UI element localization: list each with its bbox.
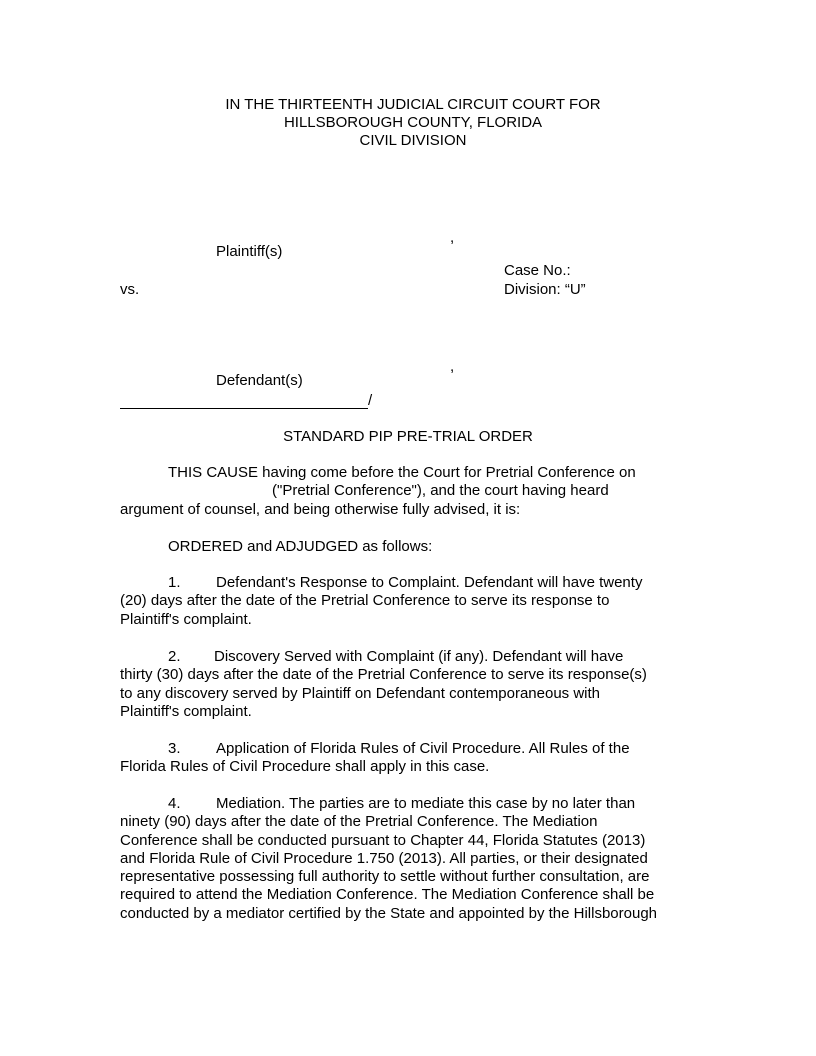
- item-line: Mediation. The parties are to mediate this case by no later than: [216, 795, 636, 812]
- item-line: (20) days after the date of the Pretrial Conference to serve its response to: [120, 592, 610, 610]
- order-item-2: [120, 648, 700, 721]
- order-item-1: [120, 574, 700, 629]
- intro-line: argument of counsel, and being otherwise fully advised, it is:: [120, 500, 521, 518]
- caption-signature-rule: [120, 408, 368, 409]
- intro-line: ("Pretrial Conference"), and the court having heard: [272, 482, 609, 500]
- item-line: conducted by a mediator certified by the State and appointed by the Hillsborough: [120, 904, 658, 922]
- item-line: thirty (30) days after the date of the Pretrial Conference to serve its response(s): [120, 666, 647, 684]
- caption-slash: /: [368, 392, 373, 409]
- intro-line: THIS CAUSE having come before the Court for Pretrial Conference on: [168, 464, 636, 481]
- item-line: Florida Rules of Civil Procedure shall apply in this case.: [120, 758, 490, 776]
- division-label: Division: “U”: [504, 281, 586, 298]
- item-line: Defendant's Response to Complaint. Defendant will have twenty: [216, 574, 643, 591]
- item-line: required to attend the Mediation Conference. The Mediation Conference shall be: [120, 886, 655, 904]
- item-number: 1.: [168, 574, 181, 591]
- item-line: Conference shall be conducted pursuant to Chapter 44, Florida Statutes (2013): [120, 831, 646, 849]
- court-line-1: IN THE THIRTEENTH JUDICIAL CIRCUIT COURT FOR: [225, 96, 601, 113]
- item-line: Plaintiff's complaint.: [120, 702, 252, 720]
- item-number: 4.: [168, 795, 181, 812]
- versus-label: vs.: [120, 281, 140, 298]
- document-title: STANDARD PIP PRE-TRIAL ORDER: [283, 428, 533, 445]
- item-line: Discovery Served with Complaint (if any). Defendant will have: [214, 648, 624, 665]
- item-line: to any discovery served by Plaintiff on Defendant contemporaneous with: [120, 684, 600, 702]
- item-line: Application of Florida Rules of Civil Procedure. All Rules of the: [216, 740, 630, 757]
- ordered-paragraph: [120, 538, 700, 556]
- item-number: 2.: [168, 648, 181, 665]
- intro-paragraph: [120, 464, 700, 519]
- order-item-3: [120, 740, 700, 777]
- item-line: and Florida Rule of Civil Procedure 1.750 (2013). All parties, or their designated: [120, 849, 648, 867]
- ordered-line: ORDERED and ADJUDGED as follows:: [168, 538, 433, 555]
- item-line: representative possessing full authority to settle without further consultation, are: [120, 868, 650, 886]
- case-number-label: Case No.:: [504, 262, 571, 279]
- item-line: ninety (90) days after the date of the Pretrial Conference. The Mediation: [120, 813, 598, 831]
- order-item-4: [120, 795, 700, 923]
- defendant-label: Defendant(s): [216, 372, 303, 389]
- plaintiff-comma: ,: [450, 229, 455, 246]
- plaintiff-label: Plaintiff(s): [216, 243, 283, 260]
- court-line-2: HILLSBOROUGH COUNTY, FLORIDA: [283, 114, 543, 131]
- item-number: 3.: [168, 740, 181, 757]
- defendant-comma: ,: [450, 358, 455, 375]
- court-line-3: CIVIL DIVISION: [359, 132, 467, 149]
- court-header: [0, 96, 816, 150]
- item-line: Plaintiff's complaint.: [120, 610, 252, 628]
